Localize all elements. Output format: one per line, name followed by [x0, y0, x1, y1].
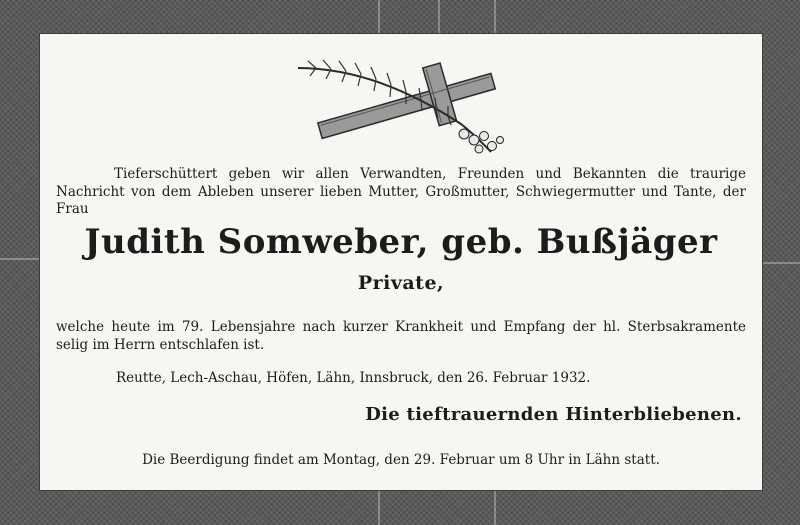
border-seam [494, 0, 496, 34]
death-notice [40, 34, 762, 490]
intro-text: Tieferschüttert geben wir allen Verwandten, Freunden und Bekannten die traurige Nachricht von dem Ableben unserer lieben Mutter, Großmutter, Schwiegermutter und Tante, der Frau [56, 166, 746, 217]
border-seam [762, 262, 800, 264]
place-and-date: Reutte, Lech-Aschau, Höfen, Lähn, Innsbruck, den 26. Februar 1932. [116, 370, 591, 386]
border-seam [0, 258, 40, 260]
border-seam [494, 490, 496, 525]
border-seam [378, 0, 380, 34]
funeral-info: Die Beerdigung findet am Montag, den 29. Februar um 8 Uhr in Lähn statt. [142, 452, 660, 468]
deceased-occupation: Private, [357, 272, 445, 294]
deceased-name: Judith Somweber, geb. Bußjäger [84, 222, 718, 262]
signature-mourners: Die tieftrauernden Hinterbliebenen. [365, 404, 742, 425]
announcement-text [56, 166, 746, 219]
border-seam [378, 490, 380, 525]
cross-with-palm-frond-icon [296, 54, 516, 154]
border-seam [438, 0, 440, 34]
death-circumstances: welche heute im 79. Lebensjahre nach kurzer Krankheit und Empfang der hl. Sterbsakramente selig im Herrn entschlafen ist. [56, 319, 746, 353]
